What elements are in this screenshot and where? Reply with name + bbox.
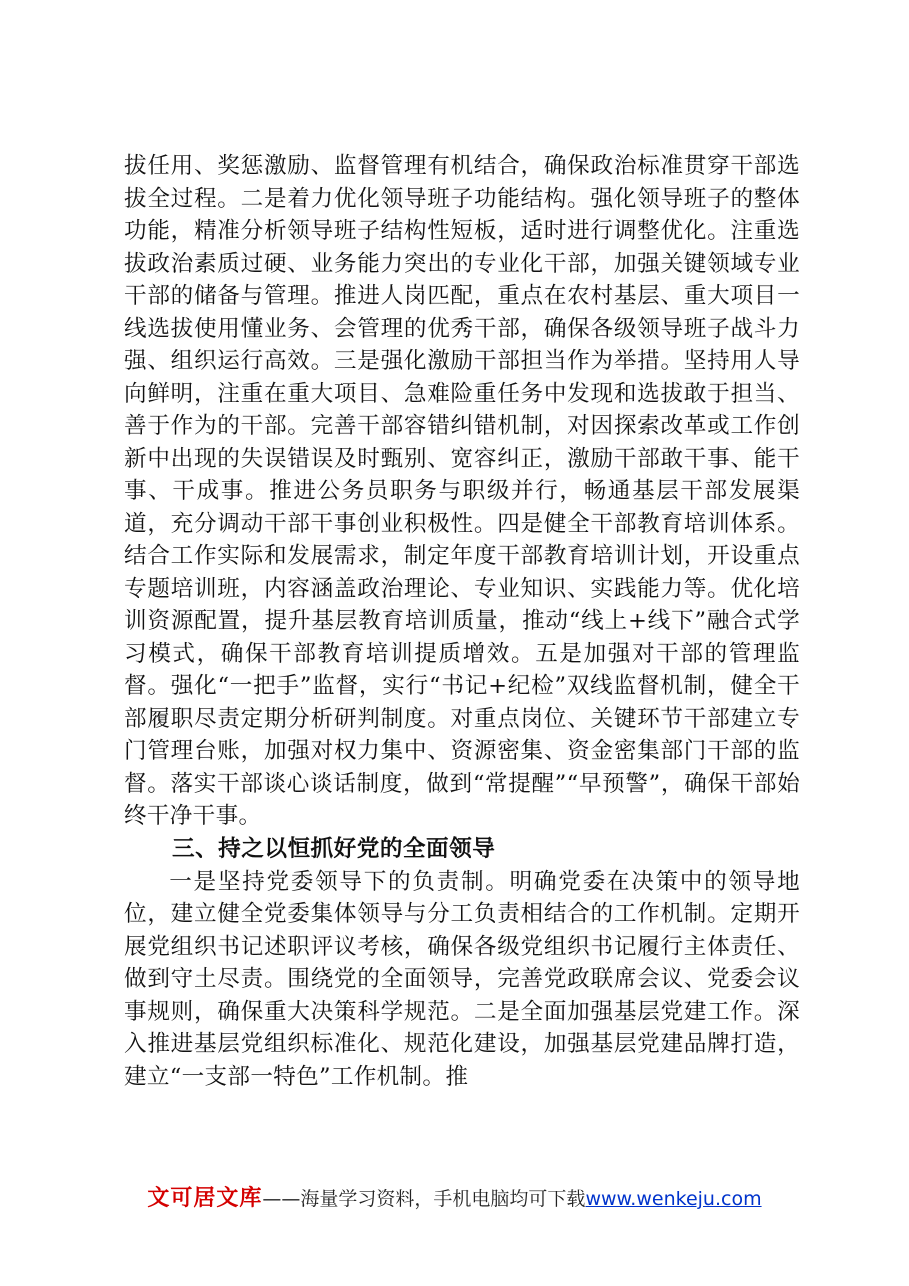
body-paragraph: 一是坚持党委领导下的负责制。明确党委在决策中的领导地位，建立健全党委集体领导与分工负责相结合的工作机制。定期开展党组织书记述职评议考核，确保各级党组织书记履行主体责任、做到守土尽责。围绕党的全面领导，完善党政联席会议、党委会议事规则，确保重大决策科学规范。二是全面加强基层党建工作。深入推进基层党组织标准化、规范化建设，加强基层党建品牌打造，建立“一支部一特色”工作机制。推 — [124, 868, 800, 1090]
footer-tagline: ——海量学习资料，手机电脑均可下载 — [262, 1188, 586, 1210]
footer-website-link[interactable]: www.wenkeju.com — [585, 1188, 762, 1210]
body-paragraph: 拔任用、奖惩激励、监督管理有机结合，确保政治标准贯穿干部选拔全过程。二是着力优化领导班子功能结构。强化领导班子的整体功能，精准分析领导班子结构性短板，适时进行调整优化。注重选拔政治素质过硬、业务能力突出的专业化干部，加强关键领域专业干部的储备与管理。推进人岗匹配，重点在农村基层、重大项目一线选拔使用懂业务、会管理的优秀干部，确保各级领导班子战斗力强、组织运行高效。三是强化激励干部担当作为举措。坚持用人导向鲜明，注重在重大项目、急难险重任务中发现和选拔敢于担当、善于作为的干部。完善干部容错纠错机制，对因探索改革或工作创新中出现的失误错误及时甄别、宽容纠正，激励干部敢干事、能干事、干成事。推进公务员职务与职级并行，畅通基层干部发展渠道，充分调动干部干事创业积极性。四是健全干部教育培训体系。结合工作实际和发展需求，制定年度干部教育培训计划，开设重点专题培训班，内容涵盖政治理论、专业知识、实践能力等。优化培训资源配置，提升基层教育培训质量，推动“线上+线下”融合式学习模式，确保干部教育培训提质增效。五是加强对干部的管理监督。强化“一把手”监督，实行“书记+纪检”双线监督机制，健全干部履职尽责定期分析研判制度。对重点岗位、关键环节干部建立专门管理台账，加强对权力集中、资源密集、资金密集部门干部的监督。落实干部谈心谈话制度，做到“常提醒”“早预警”，确保干部始终干净干事。 — [124, 153, 800, 829]
section-heading: 三、持之以恒抓好党的全面领导 — [172, 835, 496, 862]
document-body — [124, 150, 800, 1093]
footer-banner — [0, 1181, 909, 1212]
footer-brand: 文可居文库 — [147, 1186, 263, 1211]
